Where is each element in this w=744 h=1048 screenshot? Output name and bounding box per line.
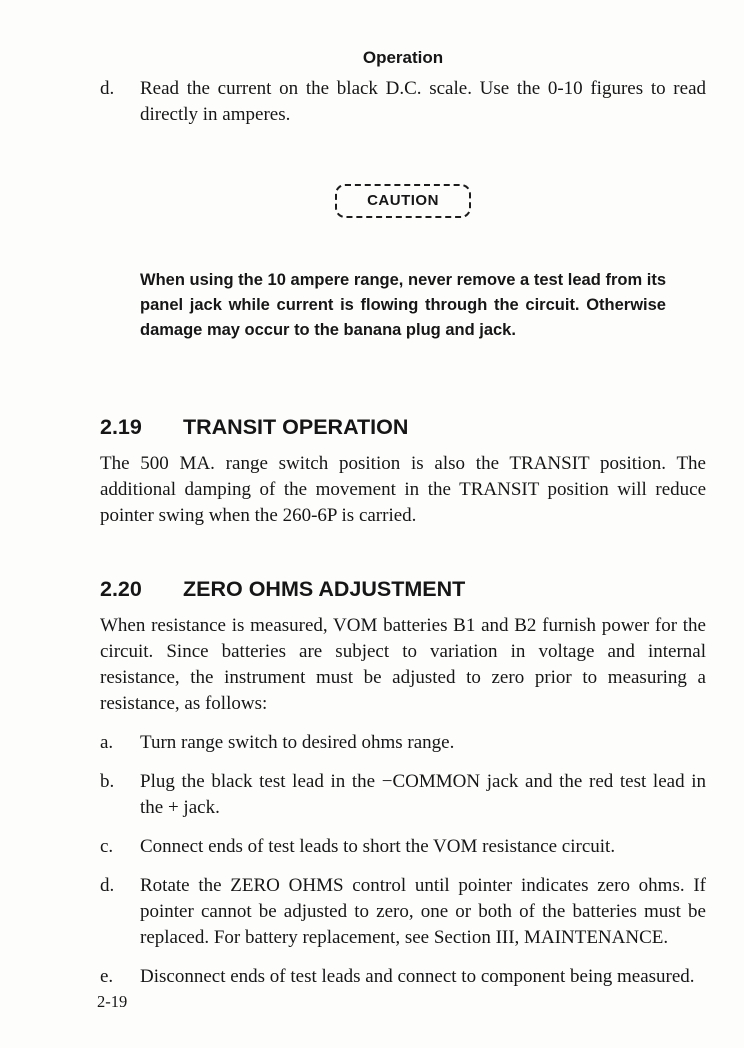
- list-item-a: [100, 730, 706, 756]
- caution-box-container: [100, 184, 706, 218]
- list-item-text: Read the current on the black D.C. scale. Use the 0-10 figures to read directly in amperes.: [140, 78, 706, 125]
- list-item-b: [100, 769, 706, 821]
- section-heading-zero-ohms-adjustment: [100, 577, 706, 602]
- section-paragraph: When resistance is measured, VOM batteries B1 and B2 furnish power for the circuit. Since batteries are subject to variation in voltage and internal resistance, the instrument must be adjusted to zero prior to measuring a resistance, as follows:: [100, 615, 706, 714]
- page-content: [100, 48, 706, 990]
- list-item-label: c.: [100, 836, 114, 857]
- list-item-label: e.: [100, 966, 114, 987]
- list-item-d-intro: [100, 76, 706, 128]
- section-heading-transit-operation: [100, 415, 706, 440]
- ordered-list: [100, 730, 706, 990]
- list-item-text: Plug the black test lead in the −COMMON jack and the red test lead in the + jack.: [140, 771, 706, 818]
- list-item-text: Connect ends of test leads to short the VOM resistance circuit.: [140, 836, 616, 857]
- section-number: 2.19: [100, 415, 142, 439]
- page-number: 2-19: [97, 992, 128, 1011]
- section-title: TRANSIT OPERATION: [183, 415, 409, 439]
- list-item-text: Turn range switch to desired ohms range.: [140, 732, 455, 753]
- section-title: ZERO OHMS ADJUSTMENT: [183, 577, 466, 601]
- running-head: Operation: [362, 48, 444, 67]
- caution-paragraph: When using the 10 ampere range, never remove a test lead from its panel jack while current is flowing through the circuit. Otherwise damage may occur to the banana plug and jack.: [140, 271, 666, 339]
- list-item-c: [100, 834, 706, 860]
- list-item-label: a.: [100, 732, 114, 753]
- list-item-text: Disconnect ends of test leads and connect to component being measured.: [140, 966, 695, 987]
- list-item-label: b.: [100, 771, 115, 792]
- list-item-text: Rotate the ZERO OHMS control until pointer indicates zero ohms. If pointer cannot be adjusted to zero, one or both of the batteries must be replaced. For battery replacement, see Section III, MAINTENANCE.: [140, 875, 706, 948]
- section-number: 2.20: [100, 577, 142, 601]
- section-paragraph: The 500 MA. range switch position is also the TRANSIT position. The additional damping of the movement in the TRANSIT position will reduce pointer swing when the 260-6P is carried.: [100, 453, 706, 526]
- list-item-label: d.: [100, 875, 115, 896]
- list-item-label: d.: [100, 78, 115, 99]
- list-item-e: [100, 964, 706, 990]
- list-item-d: [100, 873, 706, 951]
- caution-badge: CAUTION: [335, 184, 471, 218]
